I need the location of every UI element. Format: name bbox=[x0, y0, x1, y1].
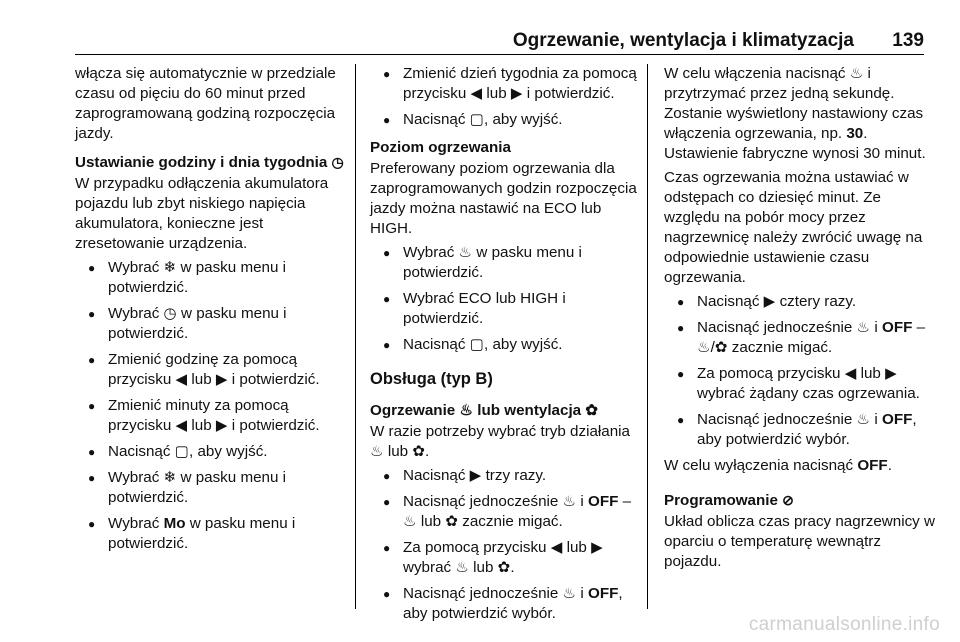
section-heading-timer bbox=[664, 490, 939, 511]
text: , aby potwierdzić wybór. bbox=[697, 411, 917, 448]
text: – ♨/✿ zacznie migać. bbox=[697, 319, 926, 356]
text: – ♨ lub ✿ zacznie migać. bbox=[403, 493, 632, 530]
list-item: ● Wybrać ECO lub HIGH i potwierdzić. bbox=[370, 289, 640, 329]
intro-paragraph: włącza się automatycznie w przedziale czasu od pięciu do 60 minut przed zaprogramowaną godziną rozpoczęcia jazdy. bbox=[75, 65, 336, 142]
bold-text: OFF bbox=[882, 319, 913, 336]
text: W celu wyłączenia nacisnąć bbox=[664, 457, 858, 474]
step-list bbox=[370, 243, 640, 355]
section-heading: Poziom ogrzewania bbox=[370, 139, 511, 156]
text: . bbox=[887, 457, 892, 474]
list-item bbox=[370, 584, 640, 624]
column-3 bbox=[664, 64, 939, 576]
bold-text: 30 bbox=[846, 125, 864, 142]
text: Nacisnąć jednocześnie ♨ i bbox=[697, 319, 882, 336]
list-item: ● Wybrać ♨ w pasku menu i potwierdzić. bbox=[370, 243, 640, 283]
clock-icon: ◷ bbox=[331, 154, 344, 170]
list-item: ● Zmienić dzień tygodnia za pomocą przycisku ◀ lub ▶ i potwierdzić. bbox=[370, 64, 640, 104]
header-divider bbox=[75, 54, 924, 55]
step-list bbox=[75, 258, 350, 554]
list-item: ● Za pomocą przycisku ◀ lub ▶ wybrać ♨ lub ✿. bbox=[370, 538, 640, 578]
page-number: 139 bbox=[892, 30, 924, 51]
list-item: ● Za pomocą przycisku ◀ lub ▶ wybrać żądany czas ogrzewania. bbox=[664, 364, 939, 404]
list-item: ● Zmienić godzinę za pomocą przycisku ◀ lub ▶ i potwierdzić. bbox=[75, 350, 350, 390]
list-item: ● Nacisnąć ▶ cztery razy. bbox=[664, 292, 939, 312]
section-heading-clock bbox=[75, 152, 350, 173]
list-item bbox=[75, 514, 350, 554]
step-list bbox=[370, 64, 640, 130]
list-item: ● Nacisnąć ▢, aby wyjść. bbox=[370, 335, 640, 355]
text: Nacisnąć jednocześnie ♨ i bbox=[697, 411, 882, 428]
section-heading-text: Ustawianie godziny i dnia tygodnia bbox=[75, 154, 328, 171]
list-item bbox=[664, 318, 939, 358]
paragraph: W razie potrzeby wybrać tryb działania ♨ lub ✿. bbox=[370, 423, 630, 460]
bold-text: Mo bbox=[163, 515, 186, 532]
text: W celu włączenia nacisnąć ♨ i przytrzymać przez jedną sekundę. Zostanie wyświetlony nastawiony czas włączenia ogrzewania, np. bbox=[664, 65, 924, 142]
text: Wybrać bbox=[108, 515, 164, 532]
list-item bbox=[370, 492, 640, 532]
paragraph: W przypadku odłączenia akumulatora pojazdu lub zbyt niskiego napięcia akumulatora, konieczne jest zresetowanie urządzenia. bbox=[75, 175, 329, 252]
column-divider bbox=[647, 64, 648, 609]
list-item bbox=[664, 410, 939, 450]
text: . Ustawienie fabryczne wynosi 30 minut. bbox=[664, 125, 926, 162]
text: Nacisnąć jednocześnie ♨ i bbox=[403, 493, 588, 510]
step-list bbox=[664, 292, 939, 450]
paragraph: Czas ogrzewania można ustawiać w odstępach co dziesięć minut. Ze względu na pobór mocy przez nagrzewnicę należy zwrócić uwagę na odpowiednie ustawienie czasu ogrzewania. bbox=[664, 169, 923, 286]
bold-text: OFF bbox=[882, 411, 913, 428]
paragraph: Układ oblicza czas pracy nagrzewnicy w oparciu o temperaturę wewnątrz pojazdu. bbox=[664, 513, 935, 570]
paragraph bbox=[664, 64, 939, 164]
section-heading: Ogrzewanie ♨ lub wentylacja ✿ bbox=[370, 402, 599, 419]
list-item: ● Wybrać ◷ w pasku menu i potwierdzić. bbox=[75, 304, 350, 344]
page-header bbox=[75, 30, 924, 52]
paragraph: Preferowany poziom ogrzewania dla zaprogramowanych godzin rozpoczęcia jazdy można nastawić na ECO lub HIGH. bbox=[370, 160, 637, 237]
list-item: ● Zmienić minuty za pomocą przycisku ◀ lub ▶ i potwierdzić. bbox=[75, 396, 350, 436]
bold-text: OFF bbox=[857, 457, 888, 474]
paragraph bbox=[664, 456, 939, 476]
bold-text: OFF bbox=[588, 585, 619, 602]
list-item: ● Nacisnąć ▶ trzy razy. bbox=[370, 466, 640, 486]
page-title: Ogrzewanie, wentylacja i klimatyzacja bbox=[512, 30, 854, 51]
timer-icon: ⊘ bbox=[782, 492, 794, 508]
text: w pasku menu i potwierdzić. bbox=[108, 515, 296, 552]
column-2 bbox=[370, 64, 640, 630]
list-item: ● Wybrać ❄ w pasku menu i potwierdzić. bbox=[75, 258, 350, 298]
text: Nacisnąć jednocześnie ♨ i bbox=[403, 585, 588, 602]
step-list bbox=[370, 466, 640, 624]
column-1 bbox=[75, 64, 350, 560]
bold-text: OFF bbox=[588, 493, 619, 510]
column-divider bbox=[355, 64, 356, 609]
text: , aby potwierdzić wybór. bbox=[403, 585, 623, 622]
watermark: carmanualsonline.info bbox=[748, 614, 940, 635]
list-item: ● Wybrać ❄ w pasku menu i potwierdzić. bbox=[75, 468, 350, 508]
list-item: ● Nacisnąć ▢, aby wyjść. bbox=[75, 442, 350, 462]
list-item: ● Nacisnąć ▢, aby wyjść. bbox=[370, 110, 640, 130]
section-heading-large: Obsługa (typ B) bbox=[370, 370, 493, 388]
section-heading-text: Programowanie bbox=[664, 492, 778, 509]
